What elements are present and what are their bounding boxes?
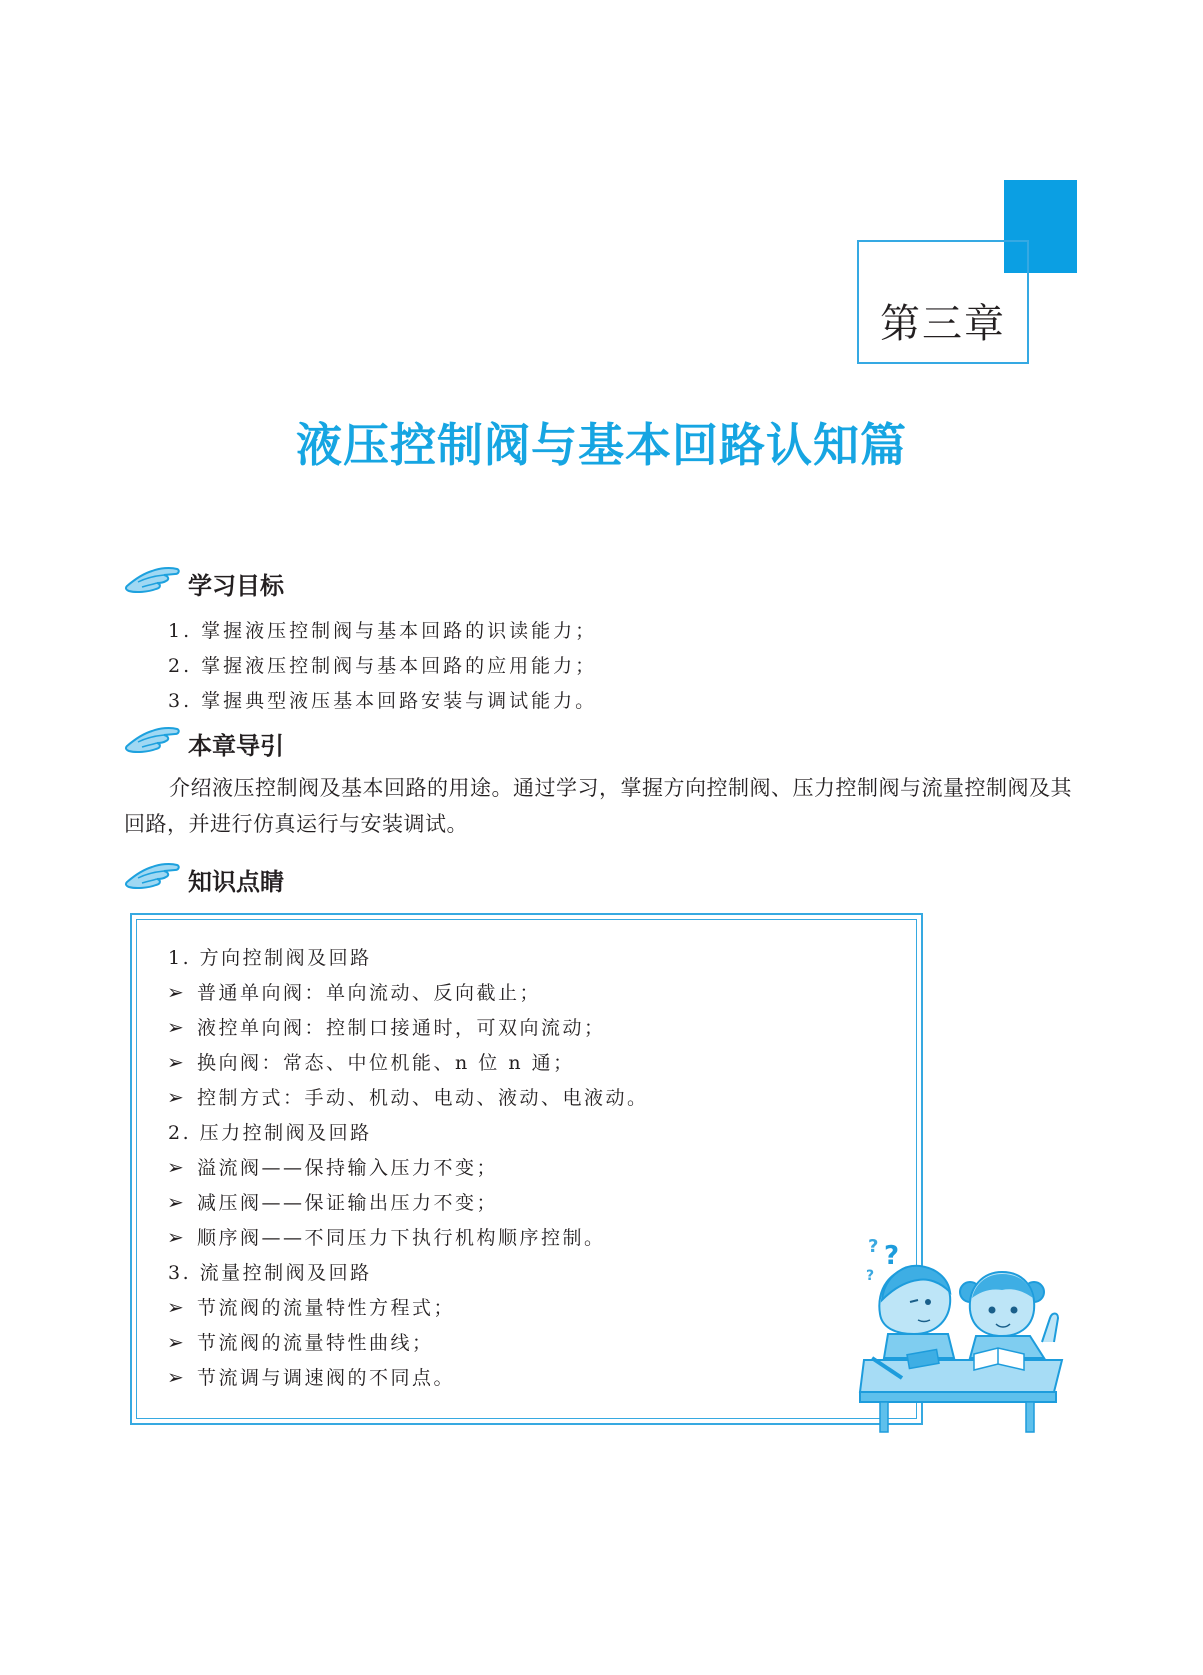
bullet-arrow-icon: ➢ [167, 1330, 184, 1354]
knowledge-item [167, 1153, 498, 1180]
knowledge-item [167, 1013, 606, 1040]
hand-pointer-icon [124, 562, 182, 598]
bullet-arrow-icon: ➢ [167, 1225, 184, 1249]
bullet-arrow-icon: ➢ [167, 980, 184, 1004]
goal-item-2: 2. 掌握液压控制阀与基本回路的应用能力； [168, 655, 598, 677]
knowledge-group-title: 3. 流量控制阀及回路 [168, 1262, 372, 1284]
bullet-arrow-icon: ➢ [167, 1050, 184, 1074]
knowledge-item [167, 1328, 434, 1355]
bullet-arrow-icon: ➢ [167, 1155, 184, 1179]
page-title: 液压控制阀与基本回路认知篇 [296, 418, 907, 472]
section-title-goals: 学习目标 [188, 572, 284, 600]
knowledge-item [167, 1363, 455, 1390]
knowledge-item-text: 控制方式：手动、机动、电动、液动、电液动。 [197, 1087, 649, 1109]
bullet-arrow-icon: ➢ [167, 1365, 184, 1389]
bullet-arrow-icon: ➢ [167, 1015, 184, 1039]
knowledge-item-text: 顺序阀——不同压力下执行机构顺序控制。 [197, 1227, 606, 1249]
section-title-knowledge: 知识点睛 [188, 868, 284, 896]
question-mark-icon: ? [866, 1268, 875, 1284]
knowledge-item-text: 节流阀的流量特性曲线； [197, 1332, 434, 1354]
section-title-guide: 本章导引 [188, 732, 284, 760]
intro-paragraph: 介绍液压控制阀及基本回路的用途。通过学习，掌握方向控制阀、压力控制阀与流量控制阀及其回路，并进行仿真运行与安装调试。 [124, 776, 1072, 836]
knowledge-item [167, 1293, 455, 1320]
knowledge-item-text: 换向阀：常态、中位机能、n 位 n 通； [197, 1052, 575, 1074]
knowledge-group-title: 1. 方向控制阀及回路 [168, 947, 372, 969]
knowledge-item-text: 普通单向阀：单向流动、反向截止； [197, 982, 542, 1004]
goal-item-3: 3. 掌握典型液压基本回路安装与调试能力。 [168, 690, 598, 712]
goal-item-1: 1. 掌握液压控制阀与基本回路的识读能力； [168, 620, 598, 642]
knowledge-item [167, 1048, 575, 1075]
hand-pointer-icon [124, 858, 182, 894]
knowledge-item [167, 1083, 649, 1110]
knowledge-item [167, 978, 541, 1005]
bullet-arrow-icon: ➢ [167, 1190, 184, 1214]
knowledge-item-text: 溢流阀——保持输入压力不变； [197, 1157, 499, 1179]
knowledge-item-text: 节流阀的流量特性方程式； [197, 1297, 456, 1319]
knowledge-item-text: 减压阀——保证输出压力不变； [197, 1192, 499, 1214]
hand-pointer-icon [124, 722, 182, 758]
chapter-label: 第三章 [880, 301, 1006, 347]
question-mark-icon: ? [884, 1241, 900, 1271]
bullet-arrow-icon: ➢ [167, 1085, 184, 1109]
knowledge-item-text: 液控单向阀：控制口接通时，可双向流动； [197, 1017, 606, 1039]
knowledge-item [167, 1188, 498, 1215]
question-mark-icon: ? [868, 1236, 879, 1257]
knowledge-item-text: 节流调与调速阀的不同点。 [197, 1367, 456, 1389]
bullet-arrow-icon: ➢ [167, 1295, 184, 1319]
knowledge-group-title: 2. 压力控制阀及回路 [168, 1122, 372, 1144]
knowledge-item [167, 1223, 606, 1250]
children-reading-at-desk-illustration [858, 1230, 1068, 1435]
